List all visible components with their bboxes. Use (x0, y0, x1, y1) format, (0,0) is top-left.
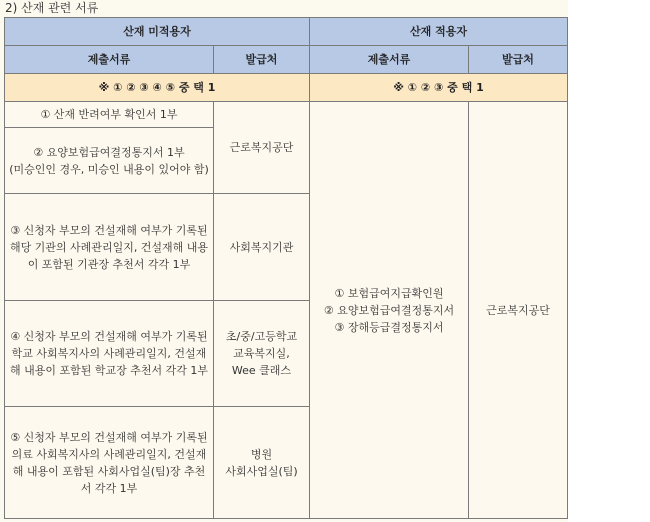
selection-rule-uninsured: ※ ① ② ③ ④ ⑤ 중 택 1 (5, 74, 310, 102)
column-header-docs: 제출서류 (5, 46, 214, 74)
issuer-cell-4 (214, 301, 310, 407)
doc-cell-5: ⑤ 신청자 부모의 건설재해 여부가 기록된 의료 사회복지사의 사례관리일지, 건설재해 내용이 포함된 사회사업실(팀)장 추천서 각각 1부 (5, 407, 214, 519)
doc-cell-3: ③ 신청자 부모의 건설재해 여부가 기록된 해당 기관의 사례관리일지, 건설재해 내용이 포함된 기관장 추천서 각각 1부 (5, 194, 214, 301)
issuer-cell-5-line-1: 병원 (250, 447, 273, 461)
insured-doc-2: ② 요양보험급여결정통지서 (323, 303, 455, 317)
group-header-uninsured: 산재 미적용자 (5, 18, 310, 46)
doc-cell-2-main: ② 요양보험급여결정통지서 1부 (33, 145, 185, 159)
column-header-issuer: 발급처 (214, 46, 310, 74)
insured-doc-3: ③ 장해등급결정통지서 (334, 320, 444, 334)
insured-issuer-cell: 근로복지공단 (469, 102, 568, 519)
issuer-cell-4-line-1: 초/중/고등학교 (225, 330, 298, 343)
insured-doc-1: ① 보험급여지급확인원 (334, 286, 444, 300)
selection-rule-insured: ※ ① ② ③ 중 택 1 (310, 74, 568, 102)
documents-table (4, 17, 568, 519)
column-header-issuer-insured: 발급처 (469, 46, 568, 74)
doc-cell-4: ④ 신청자 부모의 건설재해 여부가 기록된 학교 사회복지사의 사례관리일지, 건설재해 내용이 포함된 학교장 추천서 각각 1부 (5, 301, 214, 407)
issuer-cell-1-2: 근로복지공단 (214, 102, 310, 194)
issuer-cell-3: 사회복지기관 (214, 194, 310, 301)
doc-cell-2 (5, 128, 214, 194)
insured-docs-cell (310, 102, 469, 519)
doc-cell-2-note: (미승인인 경우, 미승인 내용이 있어야 함) (9, 162, 209, 176)
column-header-docs-insured: 제출서류 (310, 46, 469, 74)
issuer-cell-5-line-2: 사회사업실(팀) (225, 464, 298, 478)
section-heading: 2) 산재 관련 서류 (5, 1, 99, 15)
issuer-cell-4-line-2: 교육복지실, (233, 347, 290, 360)
issuer-cell-5 (214, 407, 310, 519)
issuer-cell-4-line-3: Wee 클래스 (231, 364, 292, 377)
doc-cell-1: ① 산재 반려여부 확인서 1부 (5, 102, 214, 128)
group-header-insured: 산재 적용자 (310, 18, 568, 46)
